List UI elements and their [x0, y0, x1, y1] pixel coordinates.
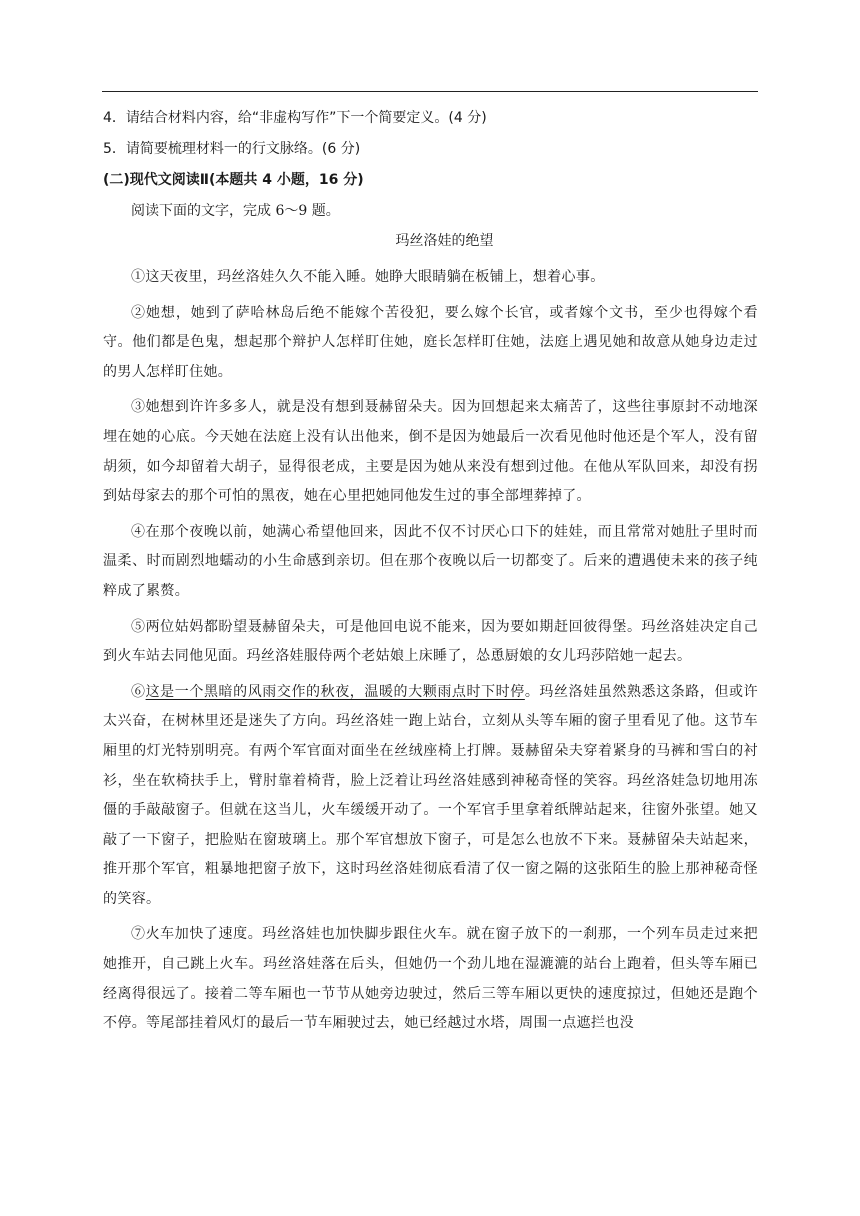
header-rule: [102, 91, 758, 92]
reading-instruction: 阅读下面的文字，完成 6～9 题。: [131, 203, 340, 219]
paragraph-6-underlined-sentence: 这是一个黑暗的风雨交作的秋夜，温暖的大颗雨点时下时停: [145, 683, 525, 700]
document-body: [103, 108, 758, 1045]
story-title: 玛丝洛娃的绝望: [395, 233, 494, 249]
question-5: 5．请简要梳理材料一的行文脉络。(6 分): [103, 141, 361, 157]
paragraph-3: ③她想到许许多多人，就是没有想到聂赫留朵夫。因为回想起来太痛苦了，这些往事原封不动地深埋在她的心底。今天她在法庭上没有认出他来，倒不是因为她最后一次看见他时他还是个军人，没有留胡须，如今却留着大胡子，显得很老成，主要是因为她从来没有想到过他。在他从军队回来，却没有拐到姑母家去的那个可怕的黑夜，她在心里把她同他发生过的事全部埋葬掉了。: [103, 399, 758, 505]
question-4: 4．请结合材料内容，给“非虚构写作”下一个简要定义。(4 分): [103, 110, 487, 126]
paragraph-6: [103, 678, 758, 915]
paragraph-1: ①这天夜里，玛丝洛娃久久不能入睡。她睁大眼睛躺在板铺上，想着心事。: [131, 269, 605, 285]
paragraph-4: ④在那个夜晚以前，她满心希望他回来，因此不仅不讨厌心口下的娃娃，而且常常对她肚子里时而温柔、时而剧烈地蠕动的小生命感到亲切。但在那个夜晚以后一切都变了。后来的遭遇使未来的孩子纯粹成了累赘。: [103, 523, 758, 599]
paragraph-7: ⑦火车加快了速度。玛丝洛娃也加快脚步跟住火车。就在窗子放下的一刹那，一个列车员走过来把她推开，自己跳上火车。玛丝洛娃落在后头，但她仍一个劲儿地在湿漉漉的站台上跑着，但头等车厢已经离得很远了。接着二等车厢也一节节从她旁边驶过，然后三等车厢以更快的速度掠过，但她还是跑个不停。等尾部挂着风灯的最后一节车厢驶过去，她已经越过水塔，周围一点遮拦也没: [103, 926, 758, 1032]
paragraph-6-rest: 。玛丝洛娃虽然熟悉这条路，但或许太兴奋，在树林里还是迷失了方向。玛丝洛娃一跑上站台，立刻从头等车厢的窗子里看见了他。这节车厢里的灯光特别明亮。有两个军官面对面坐在丝绒座椅上打牌。聂赫留朵夫穿着紧身的马裤和雪白的衬衫，坐在软椅扶手上，臂肘靠着椅背，脸上泛着让玛丝洛娃感到神秘奇怪的笑容。玛丝洛娃急切地用冻僵的手敲敲窗子。但就在这当儿，火车缓缓开动了。一个军官手里拿着纸牌站起来，往窗外张望。她又敲了一下窗子，把脸贴在窗玻璃上。那个军官想放下窗子，可是怎么也放不下来。聂赫留朵夫站起来，推开那个军官，粗暴地把窗子放下，这时玛丝洛娃彻底看清了仅一窗之隔的这张陌生的脸上那神秘奇怪的笑容。: [103, 683, 758, 907]
paragraph-5: ⑤两位姑妈都盼望聂赫留朵夫，可是他回电说不能来，因为要如期赶回彼得堡。玛丝洛娃决定自己到火车站去同他见面。玛丝洛娃服侍两个老姑娘上床睡了，怂恿厨娘的女儿玛莎陪她一起去。: [103, 618, 758, 665]
paragraph-6-number: ⑥: [131, 683, 146, 700]
section-heading: (二)现代文阅读Ⅱ(本题共 4 小题，16 分): [103, 172, 364, 188]
paragraph-2: ②她想，她到了萨哈林岛后绝不能嫁个苦役犯，要么嫁个长官，或者嫁个文书，至少也得嫁个看守。他们都是色鬼，想起那个辩护人怎样盯住她，庭长怎样盯住她，法庭上遇见她和故意从她身边走过的男人怎样盯住她。: [103, 304, 758, 380]
